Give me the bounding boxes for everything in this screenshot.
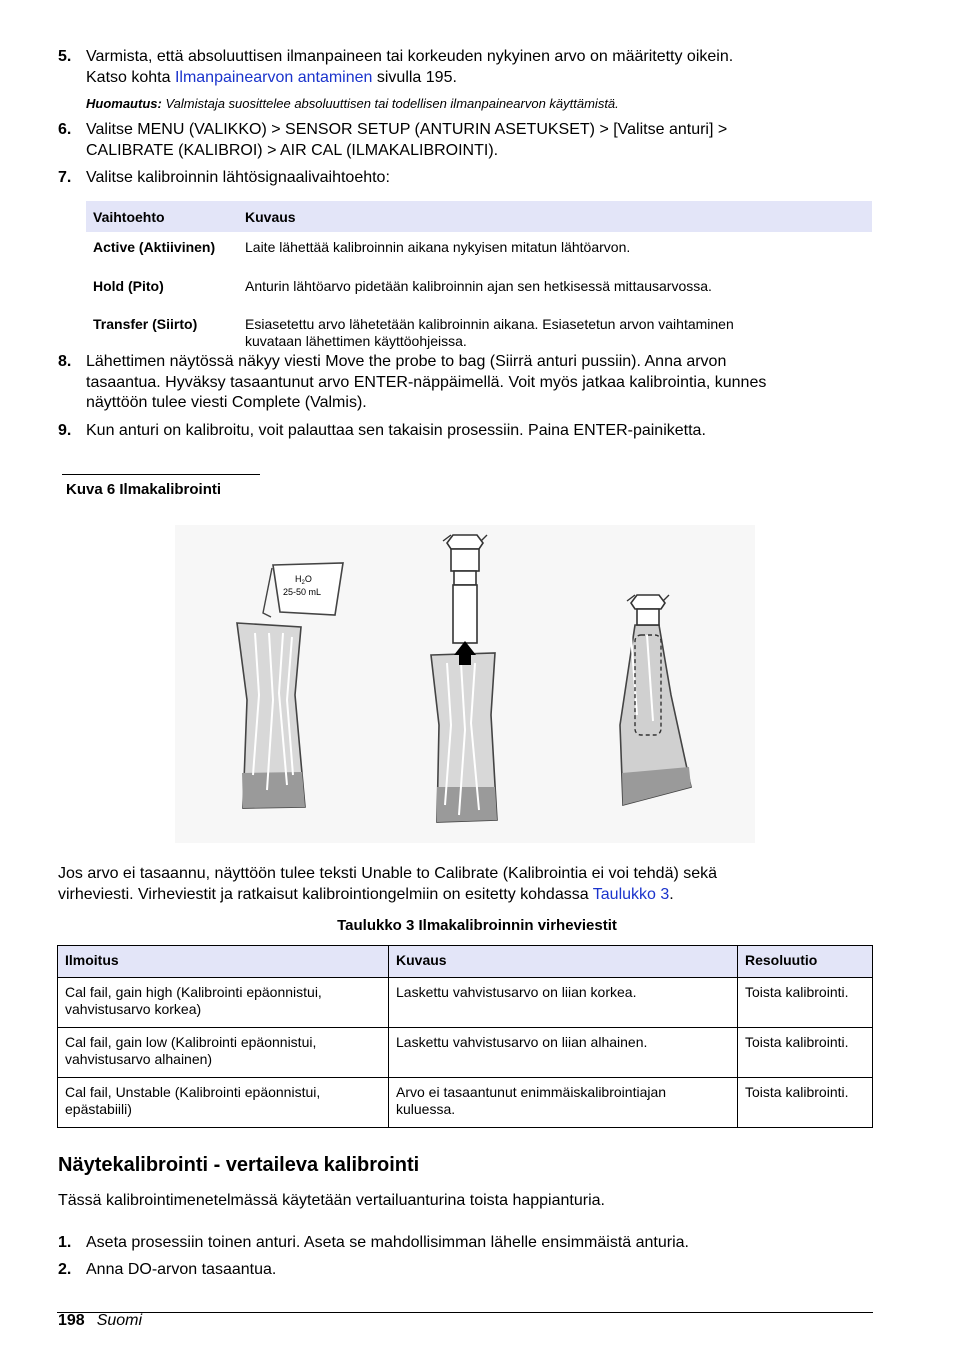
step-number: 9. bbox=[58, 422, 72, 439]
figure-rule bbox=[62, 474, 260, 475]
table-row bbox=[58, 1028, 873, 1078]
option-key: Hold (Pito) bbox=[93, 278, 164, 294]
step-text: CALIBRATE (KALIBROI) > AIR CAL (ILMAKALIBROINTI). bbox=[86, 141, 499, 159]
error-message: Cal fail, Unstable (Kalibrointi epäonnistui, epästabiili) bbox=[58, 1078, 389, 1128]
section-heading: Näytekalibrointi - vertaileva kalibrointi bbox=[58, 1154, 420, 1176]
step-number: 6. bbox=[58, 121, 72, 138]
error-table bbox=[57, 945, 873, 1128]
error-description: Laskettu vahvistusarvo on liian alhainen. bbox=[389, 1028, 738, 1078]
footer-rule bbox=[57, 1312, 873, 1313]
step-number: 5. bbox=[58, 48, 72, 65]
calibration-bag-1 bbox=[237, 623, 305, 808]
pressure-link[interactable]: Ilmanpainearvon antaminen bbox=[174, 68, 373, 86]
column-header: Resoluutio bbox=[738, 946, 873, 978]
table-3-link[interactable]: Taulukko 3 bbox=[592, 885, 670, 903]
step-number: 2. bbox=[58, 1261, 72, 1278]
section-intro: Tässä kalibrointimenetelmässä käytetään vertailuanturina toista happianturia. bbox=[58, 1192, 605, 1209]
options-table bbox=[86, 201, 872, 357]
step-text: Anna DO-arvon tasaantua. bbox=[86, 1261, 277, 1278]
table-row bbox=[58, 978, 873, 1028]
step-number: 1. bbox=[58, 1234, 72, 1251]
error-resolution: Toista kalibrointi. bbox=[738, 1028, 873, 1078]
step-text: Varmista, että absoluuttisen ilmanpaineen tai korkeuden nykyinen arvo on määritetty oikein. bbox=[86, 48, 734, 65]
paragraph-line: Jos arvo ei tasaannu, näyttöön tulee teksti Unable to Calibrate (Kalibrointia ei voi tehdä) sekä bbox=[58, 865, 718, 882]
error-resolution: Toista kalibrointi. bbox=[738, 1078, 873, 1128]
step-text: näyttöön tulee viesti Complete (Valmis). bbox=[86, 394, 367, 411]
table-row bbox=[86, 263, 872, 302]
option-desc: Esiasetettu arvo lähetetään kalibroinnin aikana. Esiasetetun arvon vaihtaminen kuvataan lähettimen käyttöohjeissa. bbox=[245, 316, 734, 349]
step-text: Lähettimen näytössä näkyy viesti Move the probe to bag (Siirrä anturi pussiin). Anna arvon bbox=[86, 353, 727, 370]
option-key: Transfer (Siirto) bbox=[93, 316, 198, 332]
column-header: Vaihtoehto bbox=[86, 201, 238, 232]
error-description: Laskettu vahvistusarvo on liian korkea. bbox=[389, 978, 738, 1028]
error-description: Arvo ei tasaantunut enimmäiskalibrointiajan kuluessa. bbox=[389, 1078, 738, 1128]
figure-caption: Kuva 6 Ilmakalibrointi bbox=[66, 481, 222, 498]
column-header: Kuvaus bbox=[389, 946, 738, 978]
table-row bbox=[86, 232, 872, 263]
table-header-row bbox=[86, 201, 872, 232]
page-number: 198 bbox=[58, 1312, 85, 1329]
table-row bbox=[86, 302, 872, 357]
step-text: Aseta prosessiin toinen anturi. Aseta se mahdollisimman lähelle ensimmäistä anturia. bbox=[86, 1234, 689, 1251]
svg-text:25-50 mL: 25-50 mL bbox=[283, 587, 322, 597]
table-row bbox=[58, 1078, 873, 1128]
step-number: 8. bbox=[58, 353, 72, 370]
table-caption: Taulukko 3 Ilmakalibroinnin virheviestit bbox=[337, 917, 617, 934]
step-number: 7. bbox=[58, 169, 72, 186]
air-calibration-illustration bbox=[175, 525, 755, 843]
error-message: Cal fail, gain high (Kalibrointi epäonnistui, vahvistusarvo korkea) bbox=[58, 978, 389, 1028]
step-text: Valitse kalibroinnin lähtösignaalivaihtoehto: bbox=[86, 169, 390, 186]
note: Huomautus: Valmistaja suosittelee absoluuttisen tai todellisen ilmanpainearvon käyttämistä. bbox=[86, 96, 619, 111]
step-text: tasaantua. Hyväksy tasaantunut arvo ENTER-näppäimellä. Voit myös jatkaa kalibrointia, kunnes bbox=[86, 373, 767, 391]
column-header: Kuvaus bbox=[238, 201, 872, 232]
step-text: Kun anturi on kalibroitu, voit palauttaa sen takaisin prosessiin. Paina ENTER-painiketta. bbox=[86, 422, 706, 439]
error-message: Cal fail, gain low (Kalibrointi epäonnistui, vahvistusarvo alhainen) bbox=[58, 1028, 389, 1078]
calibration-bag-2 bbox=[431, 653, 497, 822]
page-footer bbox=[58, 1312, 142, 1330]
column-header: Ilmoitus bbox=[58, 946, 389, 978]
error-resolution: Toista kalibrointi. bbox=[738, 978, 873, 1028]
paragraph-line: virheviesti. Virheviestit ja ratkaisut kalibrointiongelmiin on esitetty kohdassa Taulukko 3. bbox=[58, 885, 674, 903]
table-header-row bbox=[58, 946, 873, 978]
svg-text:H2O: $H_2O$ bbox=[295, 574, 312, 586]
option-desc: Anturin lähtöarvo pidetään kalibroinnin ajan sen hetkisessä mittausarvossa. bbox=[245, 278, 712, 294]
paragraph bbox=[58, 864, 717, 905]
option-desc: Laite lähettää kalibroinnin aikana nykyisen mitatun lähtöarvon. bbox=[245, 239, 631, 255]
option-key: Active (Aktiivinen) bbox=[93, 239, 216, 255]
step-text: Valitse MENU (VALIKKO) > SENSOR SETUP (ANTURIN ASETUKSET) > [Valitse anturi] > bbox=[86, 121, 728, 138]
step-text-line2: Katso kohta Ilmanpainearvon antaminen sivulla 195. bbox=[86, 68, 457, 86]
footer-language: Suomi bbox=[96, 1312, 143, 1329]
